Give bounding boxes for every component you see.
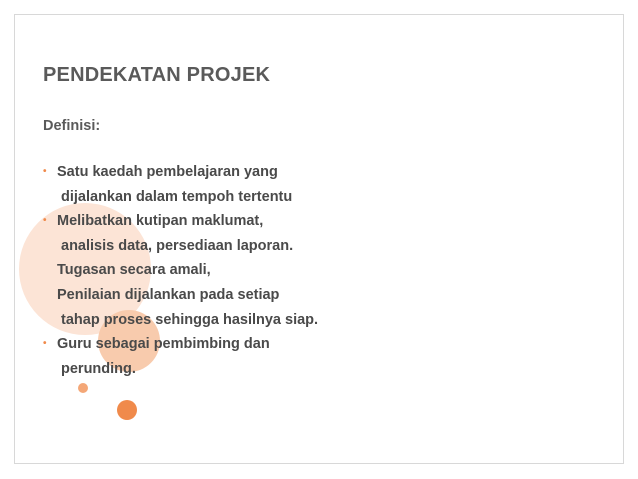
list-item bbox=[43, 160, 623, 185]
list-item-text: perunding. bbox=[61, 360, 136, 377]
list-item bbox=[43, 308, 623, 333]
list-item bbox=[43, 258, 623, 283]
list-item bbox=[43, 357, 623, 382]
frame-top-border bbox=[14, 14, 624, 15]
frame-right-border bbox=[623, 14, 624, 464]
decorative-circle-tiny bbox=[78, 383, 88, 393]
bullet-icon: • bbox=[43, 215, 47, 227]
list-item bbox=[43, 283, 623, 308]
bullet-icon: • bbox=[43, 338, 47, 350]
list-item-text: Melibatkan kutipan maklumat, bbox=[57, 213, 264, 230]
frame-left-border bbox=[14, 14, 15, 464]
list-item-text: tahap proses sehingga hasilnya siap. bbox=[61, 311, 319, 328]
list-item bbox=[43, 332, 623, 357]
frame-bottom-border bbox=[14, 463, 624, 464]
slide-title: PENDEKATAN PROJEK bbox=[43, 64, 271, 86]
list-item-text: Penilaian dijalankan pada setiap bbox=[57, 286, 280, 303]
list-item-text: Satu kaedah pembelajaran yang bbox=[57, 164, 278, 180]
list-item bbox=[43, 209, 623, 234]
list-item-text: analisis data, persediaan laporan. bbox=[61, 237, 294, 254]
content-list bbox=[43, 160, 623, 381]
decorative-circle-small bbox=[117, 400, 137, 420]
list-item-text: Guru sebagai pembimbing dan bbox=[57, 336, 270, 353]
definition-heading: Definisi: bbox=[43, 118, 101, 134]
list-item bbox=[43, 185, 623, 210]
list-item-text: dijalankan dalam tempoh tertentu bbox=[61, 188, 293, 205]
bullet-icon: • bbox=[43, 166, 47, 177]
list-item-text: Tugasan secara amali, bbox=[57, 262, 211, 279]
list-item bbox=[43, 234, 623, 259]
